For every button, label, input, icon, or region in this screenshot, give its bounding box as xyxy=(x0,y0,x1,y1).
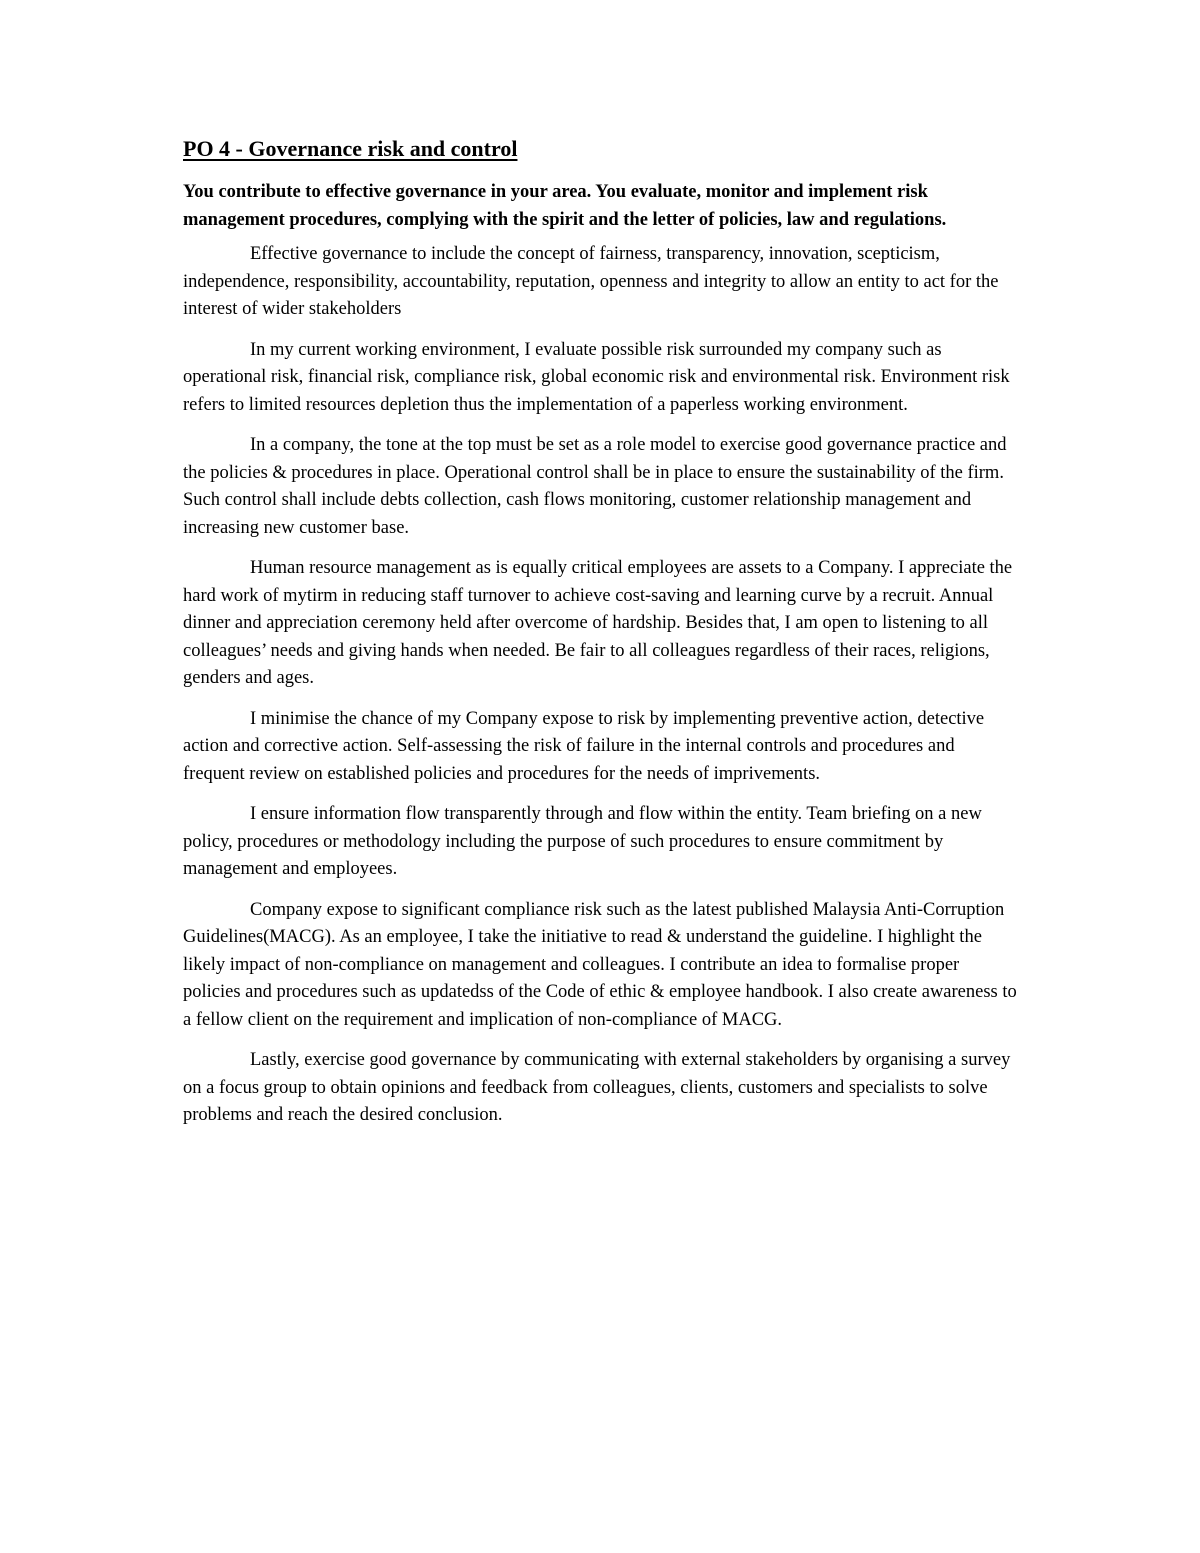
paragraph-compliance-risk: Company expose to significant compliance risk such as the latest published Malaysia Anti-Corruption Guidelines(MACG). As an employee, I take the initiative to read & understand the guideline. I highlight the likely impact of non-compliance on management and colleagues. I contribute an idea to formalise proper policies and procedures such as updatedss of the Code of ethic & employee handbook. I also create awareness to a fellow client on the requirement and implication of non-compliance of MACG. xyxy=(183,899,1017,1030)
paragraph-risk-minimise: I minimise the chance of my Company expose to risk by implementing preventive action, detective action and corrective action. Self-assessing the risk of failure in the internal controls and procedures and frequent review on established policies and procedures for the needs of imprivements. xyxy=(183,708,985,784)
document-body xyxy=(183,133,1018,1143)
page-title: PO 4 - Governance risk and control xyxy=(183,136,518,161)
paragraph-tone-at-top: In a company, the tone at the top must be set as a role model to exercise good governance practice and the policies & procedures in place. Operational control shall be in place to ensure the sustainability of the firm. Such control shall include debts collection, cash flows monitoring, customer relationship management and increasing new customer base. xyxy=(183,435,1007,538)
paragraph-risk-evaluation: In my current working environment, I evaluate possible risk surrounded my company such as operational risk, financial risk, compliance risk, global economic risk and environmental risk. Environment risk refers to limited resources depletion thus the implementation of a paperless working environment. xyxy=(183,339,1010,415)
paragraph-governance-concept: Effective governance to include the concept of fairness, transparency, innovation, scepticism, independence, responsibility, accountability, reputation, openness and integrity to allow an entity to act for the interest of wider stakeholders xyxy=(183,244,999,319)
paragraph-information-flow: I ensure information flow transparently through and flow within the entity. Team briefing on a new policy, procedures or methodology including the purpose of such procedures to ensure commitment by management and employees. xyxy=(183,804,982,879)
intro-statement: You contribute to effective governance in your area. You evaluate, monitor and implement risk management procedures, complying with the spirit and the letter of policies, law and regulations. xyxy=(183,182,947,230)
paragraph-conclusion: Lastly, exercise good governance by communicating with external stakeholders by organising a survey on a focus group to obtain opinions and feedback from colleagues, clients, customers and specialists to solve problems and reach the desired conclusion. xyxy=(183,1050,1011,1125)
paragraph-human-resource: Human resource management as is equally critical employees are assets to a Company. I appreciate the hard work of mytirm in reducing staff turnover to achieve cost-saving and learning curve by a recruit. Annual dinner and appreciation ceremony held after overcome of hardship. Besides that, I am open to listening to all colleagues’ needs and giving hands when needed. Be fair to all colleagues regardless of their races, religions, genders and ages. xyxy=(183,558,1013,688)
